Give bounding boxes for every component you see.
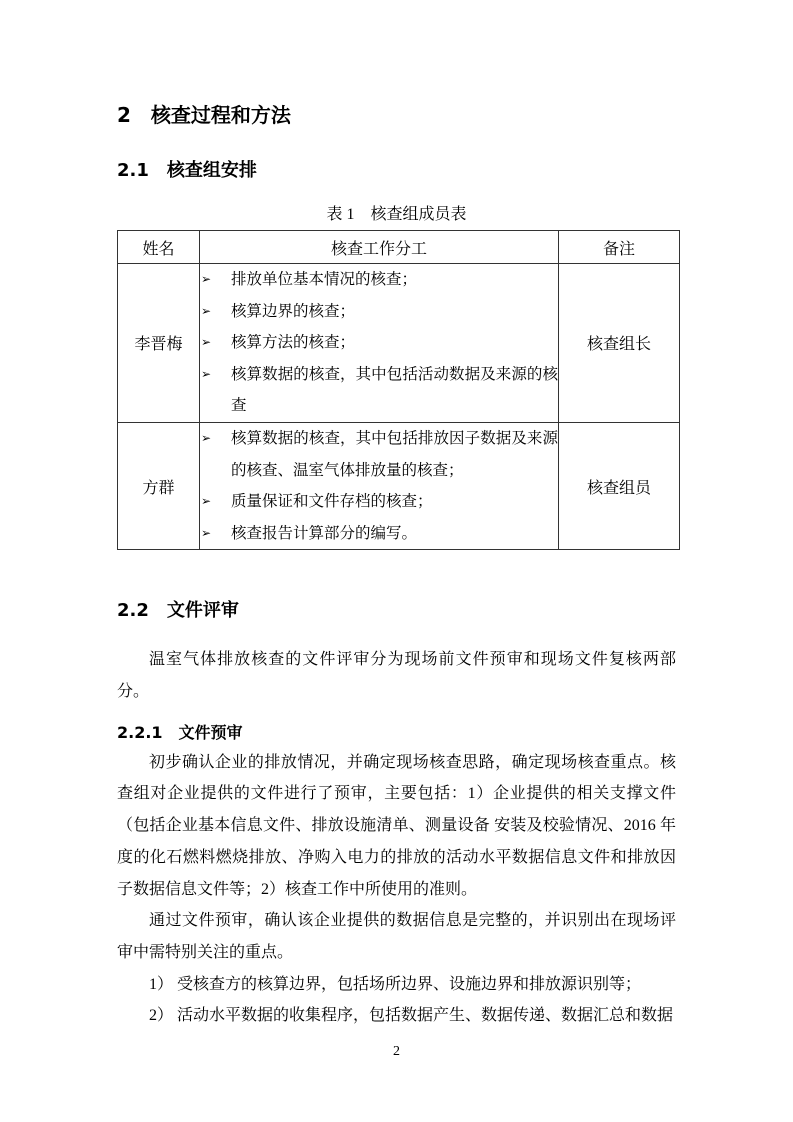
table-header-row <box>118 231 680 264</box>
task-item <box>200 518 558 550</box>
focus-list-item-2: 2） 活动水平数据的收集程序，包括数据产生、数据传递、数据汇总和数据 <box>149 1007 674 1025</box>
member-remark: 核查组长 <box>559 264 680 423</box>
task-text: 核算边界的核查； <box>231 302 356 320</box>
column-header-division: 核查工作分工 <box>200 231 559 264</box>
task-text: 核算数据的核查，其中包括活动数据及来源的核查 <box>231 365 558 415</box>
verification-team-table <box>117 230 680 550</box>
table-caption: 表 1 核查组成员表 <box>326 206 467 223</box>
focus-list-item-1: 1） 受核查方的核算边界，包括场所边界、设施边界和排放源识别等； <box>149 975 642 993</box>
table-row <box>118 422 680 549</box>
column-header-remark: 备注 <box>559 231 680 264</box>
task-item <box>200 423 558 486</box>
heading-section-2: 2 核查过程和方法 <box>117 103 291 127</box>
arrow-bullet-icon: ➢ <box>201 430 212 445</box>
task-item <box>200 359 558 422</box>
member-tasks <box>200 264 559 423</box>
arrow-bullet-icon: ➢ <box>201 272 212 286</box>
arrow-bullet-icon: ➢ <box>201 494 212 509</box>
task-item <box>200 264 558 296</box>
paragraph-pre-review-1: 初步确认企业的排放情况，并确定现场核查思路，确定现场核查重点。核查组对企业提供的文件进行了预审，主要包括：1）企业提供的相关支撑文件（包括企业基本信息文件、排放设施清单、测量设备 安装及校验情况、2016 年度的化石燃料燃烧排放、净购入电力的排放的活动水平数据信息文件和排放因子数据信息文件等；2）核查工作中所使用的准则。 <box>117 753 676 898</box>
column-header-name: 姓名 <box>118 231 200 264</box>
member-name: 方群 <box>118 422 200 549</box>
arrow-bullet-icon: ➢ <box>201 303 212 318</box>
page-number: 2 <box>393 1044 400 1060</box>
member-remark: 核查组员 <box>559 422 680 549</box>
heading-section-2-1: 2.1 核查组安排 <box>117 160 257 181</box>
task-list <box>200 264 558 422</box>
member-tasks <box>200 422 559 549</box>
task-text: 核算数据的核查，其中包括排放因子数据及来源的核查、温室气体排放量的核查； <box>231 429 558 479</box>
arrow-bullet-icon: ➢ <box>201 366 212 381</box>
task-list <box>200 423 558 549</box>
task-item <box>200 486 558 518</box>
task-text: 核算方法的核查； <box>231 334 356 352</box>
member-name: 李晋梅 <box>118 264 200 423</box>
table-row <box>118 264 680 423</box>
heading-section-2-2-1: 2.2.1 文件预审 <box>117 722 243 742</box>
paragraph-pre-review-2: 通过文件预审，确认该企业提供的数据信息是完整的，并识别出在现场评审中需特别关注的重点。 <box>117 912 676 961</box>
task-text: 核查报告计算部分的编写。 <box>231 524 418 542</box>
task-text: 质量保证和文件存档的核查； <box>231 493 433 511</box>
task-text: 排放单位基本情况的核查； <box>231 271 418 288</box>
task-item <box>200 327 558 359</box>
paragraph-doc-review-intro: 温室气体排放核查的文件评审分为现场前文件预审和现场文件复核两部分。 <box>117 651 676 701</box>
task-item <box>200 296 558 328</box>
arrow-bullet-icon: ➢ <box>201 525 212 540</box>
heading-section-2-2: 2.2 文件评审 <box>117 600 239 622</box>
arrow-bullet-icon: ➢ <box>201 335 212 350</box>
